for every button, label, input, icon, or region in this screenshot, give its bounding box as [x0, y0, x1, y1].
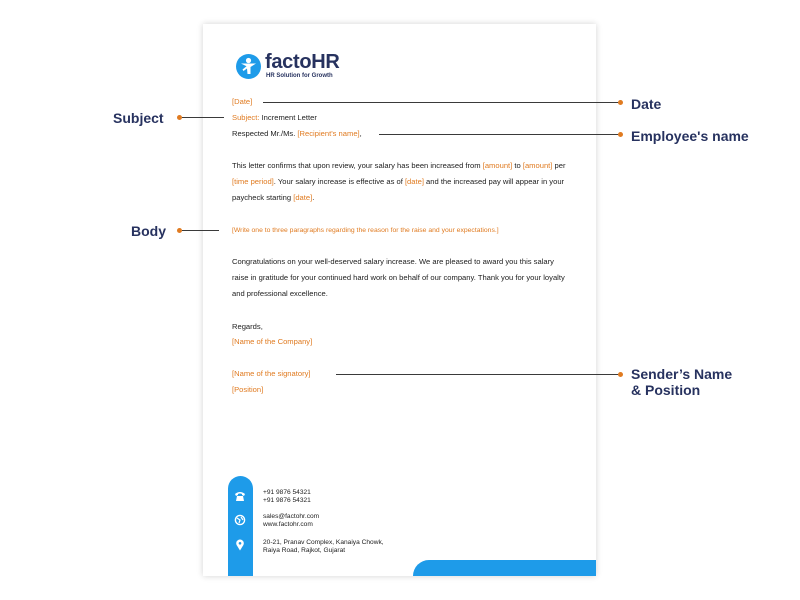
website-text: www.factohr.com — [263, 520, 313, 528]
annotation-line-subject — [182, 117, 224, 118]
subject-label: Subject: — [232, 113, 260, 122]
decorative-corner — [413, 560, 596, 576]
greeting-suffix: , — [359, 129, 362, 138]
annotation-dot-sender — [618, 372, 623, 377]
annotation-line-date — [263, 102, 620, 103]
effective-date-placeholder: [date] — [404, 176, 424, 186]
regards-text: Regards, — [232, 322, 263, 331]
annotation-line-employee — [379, 134, 620, 135]
paycheck-date-placeholder: [date] — [293, 192, 313, 202]
annotation-line-body — [182, 230, 219, 231]
congratulations-paragraph: Congratulations on your well-deserved salary increase. We are pleased to award you this salary raise in gratitude for your continued hard work on behalf of our company. Thank you for your loyalty and professional excellence. — [232, 257, 565, 298]
para1-text-5: and the increased pay will appear in your paycheck starting — [232, 176, 565, 202]
address — [263, 539, 384, 554]
body-placeholder: [Write one to three paragraphs regarding the reason for the raise and your expectations.] — [232, 227, 499, 234]
letter-page — [203, 24, 596, 576]
annotation-dot-date — [618, 100, 623, 105]
signatory-placeholder: [Name of the signatory] — [232, 369, 311, 378]
annotation-body: Body — [131, 223, 166, 239]
phone-icon — [233, 490, 247, 504]
greeting-line — [232, 129, 362, 139]
address-line-1: 20-21, Pranav Complex, Kanaiya Chowk, — [263, 539, 384, 546]
annotation-line-sender — [336, 374, 620, 375]
date-placeholder: [Date] — [232, 97, 253, 106]
annotation-sender — [631, 366, 732, 398]
para1-text-3: per — [552, 161, 566, 170]
annotation-dot-employee — [618, 132, 623, 137]
greeting-prefix: Respected Mr./Ms. — [232, 129, 298, 138]
time-period-placeholder: [time period] — [232, 176, 274, 186]
logo-name: factoHR — [265, 51, 340, 73]
location-pin-icon — [233, 539, 247, 553]
globe-icon — [233, 514, 247, 528]
web-contacts — [263, 513, 319, 528]
position-placeholder: [Position] — [232, 385, 264, 394]
phone-1: +91 9876 54321 — [263, 489, 311, 496]
amount-from-placeholder: [amount] — [482, 161, 513, 170]
annotation-date: Date — [631, 96, 662, 112]
para1-text-6: . — [312, 192, 315, 202]
annotation-subject: Subject — [113, 110, 164, 126]
amount-to-placeholder: [amount] — [522, 161, 553, 170]
subject-value: Increment Letter — [259, 113, 317, 122]
para1-text-4: . Your salary increase is effective as of — [273, 176, 405, 186]
phone-numbers — [263, 489, 311, 504]
annotation-employee-name: Employee's name — [631, 128, 749, 144]
recipient-placeholder: [Recipient's name] — [297, 129, 360, 138]
company-placeholder: [Name of the Company] — [232, 337, 313, 346]
annotation-sender-line-2: & Position — [631, 382, 701, 398]
email-text: sales@factohr.com — [263, 513, 320, 520]
annotation-sender-line-1: Sender’s Name — [631, 366, 733, 382]
logo-tagline: HR Solution for Growth — [266, 73, 333, 79]
salary-paragraph — [232, 158, 567, 205]
phone-2: +91 9876 54321 — [263, 496, 311, 504]
address-line-2: Raiya Road, Rajkot, Gujarat — [263, 546, 346, 554]
subject-line — [232, 113, 317, 123]
contact-band — [228, 476, 253, 576]
para1-text-2: to — [512, 161, 523, 170]
para1-text-1: This letter confirms that upon review, your salary has been increased from — [232, 161, 483, 170]
person-figure-icon — [236, 54, 261, 79]
